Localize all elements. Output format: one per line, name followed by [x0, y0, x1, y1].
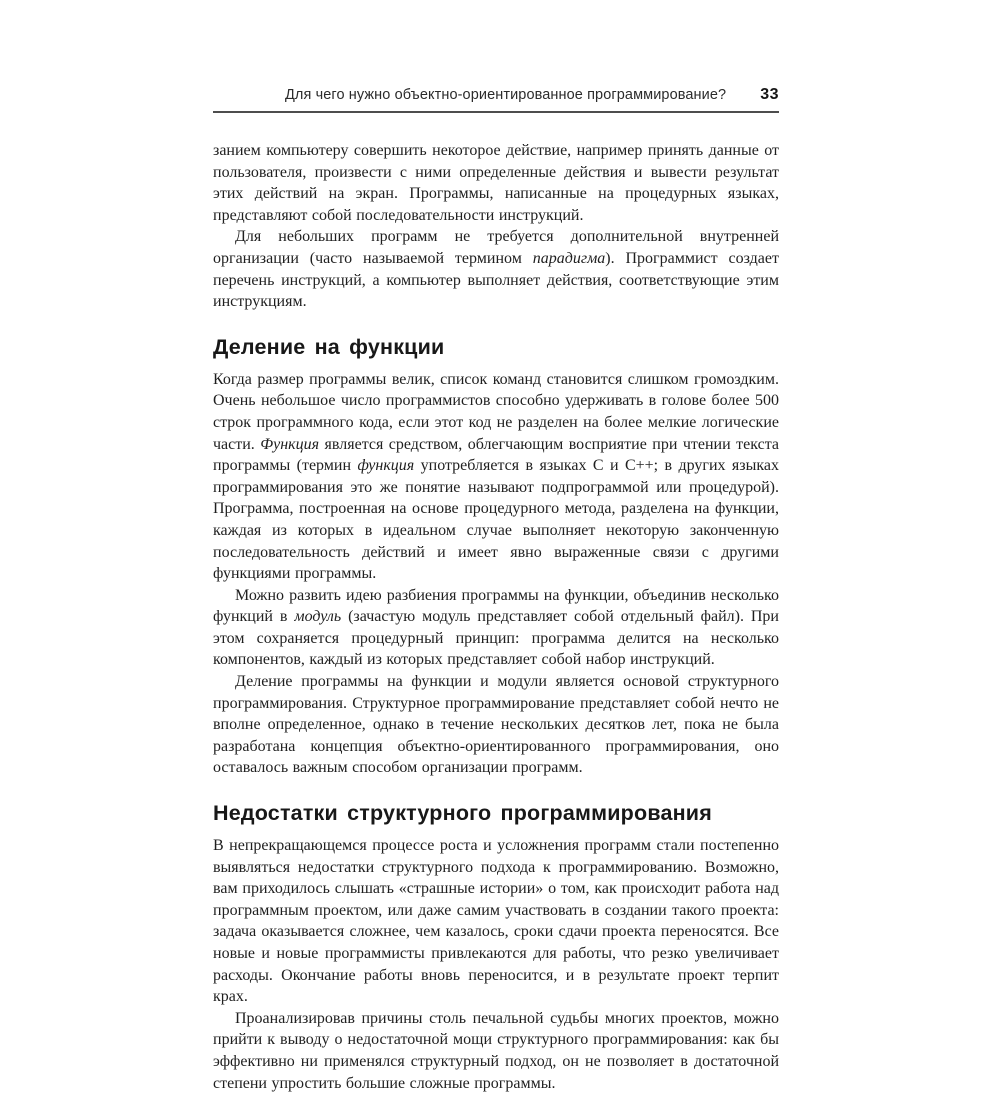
section — [213, 334, 779, 779]
paragraph — [213, 226, 779, 312]
paragraph — [213, 369, 779, 585]
text-run: занием компьютеру совершить некоторое действие, например принять данные от пользователя, произвести с ними определенные действия и вывести результат этих действий на экран. Программы, написанные на процедурных языках, представляют собой последовательности инструкций. — [213, 142, 779, 224]
paragraph — [213, 1008, 779, 1094]
body-text — [213, 140, 779, 1094]
running-head-title: Для чего нужно объектно-ориентированное программирование? — [285, 87, 727, 103]
running-header — [213, 86, 779, 113]
paragraph — [213, 835, 779, 1008]
italic-term: функция — [357, 457, 415, 475]
page-content — [213, 86, 779, 1094]
text-run: (зачастую модуль представляет собой отдельный файл). При этом сохраняется процедурный принцип: программа делится на несколько компонентов, каждый из которых представляет собой набор инструкций. — [213, 608, 779, 669]
text-run: Можно развить идею разбиения программы на функции, объединив несколько функций в — [213, 586, 779, 626]
italic-term: Функция — [260, 435, 320, 453]
text-run: ). Программист создает перечень инструкций, а компьютер выполняет действия, соответствующие этим инструкциям. — [213, 249, 779, 311]
section — [213, 800, 779, 1094]
section-heading: Деление на функции — [213, 334, 445, 359]
page-number: 33 — [760, 86, 779, 103]
text-run: употребляется в языках C и C++; в других языках программирования это же понятие называют подпрограммой или процедурой). Программа, построенная на основе процедурного метода, разделена на функции, каждая из которых в идеальном случае выполняет некоторую законченную последовательность действий и имеет явно выраженные связи с другими функциями программы. — [213, 457, 779, 583]
text-run: Деление программы на функции и модули является основой структурного программирования. Структурное программирование представляет собой нечто не вполне определенное, однако в течение нескольких десятков лет, пока не была разработана концепция объектно-ориентированного программирования, оно оставалось важным способом организации программ. — [213, 673, 779, 777]
text-run: Когда размер программы велик, список команд становится слишком громоздким. Очень небольшое число программистов способно удерживать в голове более 500 строк программного кода, если этот код не разделен на более мелкие логические части. — [213, 370, 779, 453]
italic-term: парадигма — [532, 249, 606, 267]
paragraph — [213, 140, 779, 226]
text-run: Для небольших программ не требуется дополнительной внутренней организации (часто называемой термином — [213, 228, 779, 267]
section-heading: Недостатки структурного программирования — [213, 801, 712, 826]
text-run: Проанализировав причины столь печальной судьбы многих проектов, можно прийти к выводу о недостаточной мощи структурного программирования: как бы эффективно ни применялся структурный подход, он не позволяет в достаточной степени упростить большие сложные программы. — [213, 1009, 779, 1092]
paragraph — [213, 671, 779, 779]
text-run: В непрекращающемся процессе роста и усложнения программ стали постепенно выявляться недостатки структурного подхода к программированию. Возможно, вам приходилось слышать «страшные истории» о том, как происходит работа над программным проектом, или даже самим участвовать в создании такого проекта: задача оказывается сложнее, чем казалось, сроки сдачи проекта переносятся. Все новые и новые программисты привлекаются для работы, что резко увеличивает расходы. Окончание работы вновь переносится, и в результате проект терпит крах. — [213, 837, 779, 1006]
italic-term: модуль — [294, 608, 342, 626]
section — [213, 140, 779, 313]
text-run: является средством, облегчающим восприятие при чтении текста программы (термин — [213, 435, 779, 475]
paragraph — [213, 585, 779, 671]
